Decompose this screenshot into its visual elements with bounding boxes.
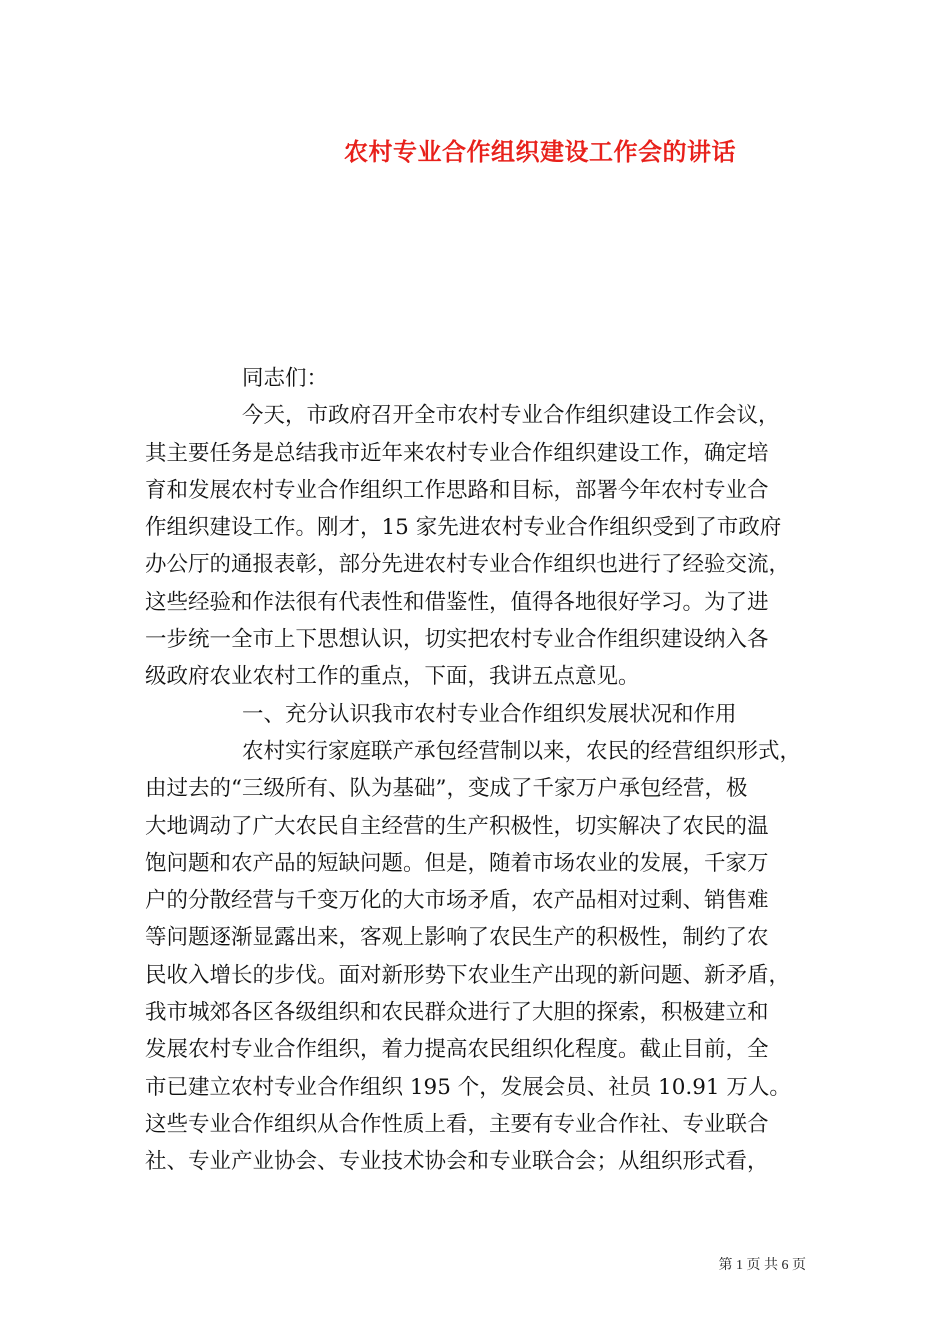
text-line: 作组织建设工作。刚才，15 家先进农村专业合作组织受到了市政府 bbox=[145, 515, 782, 541]
text-line: 级政府农业农村工作的重点，下面，我讲五点意见。 bbox=[145, 664, 640, 690]
text-line: 同志们： bbox=[242, 366, 329, 391]
text-line: 一、充分认识我市农村专业合作组织发展状况和作用 bbox=[242, 701, 737, 727]
text-line: 农村实行家庭联产承包经营制以来，农民的经营组织形式， bbox=[242, 738, 802, 764]
text-line: 其主要任务是总结我市近年来农村专业合作组织建设工作，确定培 bbox=[145, 440, 769, 466]
text-line: 等问题逐渐显露出来，客观上影响了农民生产的积极性，制约了农 bbox=[145, 925, 769, 951]
text-line: 这些经验和作法很有代表性和借鉴性，值得各地很好学习。为了进 bbox=[145, 589, 769, 615]
text-line: 民收入增长的步伐。面对新形势下农业生产出现的新问题、新矛盾， bbox=[145, 962, 791, 988]
text-line: 户的分散经营与千变万化的大市场矛盾，农产品相对过剩、销售难 bbox=[145, 888, 769, 914]
document-title: 农村专业合作组织建设工作会的讲话 bbox=[344, 137, 736, 166]
text-line: 办公厅的通报表彰，部分先进农村专业合作组织也进行了经验交流， bbox=[145, 552, 791, 578]
text-line: 一步统一全市上下思想认识，切实把农村专业合作组织建设纳入各 bbox=[145, 627, 769, 653]
text-line: 我市城郊各区各级组织和农民群众进行了大胆的探索，积极建立和 bbox=[145, 1000, 769, 1026]
text-line: 今天，市政府召开全市农村专业合作组织建设工作会议， bbox=[242, 403, 780, 429]
text-line: 大地调动了广大农民自主经营的生产积极性，切实解决了农民的温 bbox=[145, 813, 769, 839]
text-line: 这些专业合作组织从合作性质上看，主要有专业合作社、专业联合 bbox=[145, 1111, 769, 1137]
text-line: 市已建立农村专业合作组织 195 个，发展会员、社员 10.91 万人。 bbox=[145, 1074, 791, 1100]
text-line: 育和发展农村专业合作组织工作思路和目标，部署今年农村专业合 bbox=[145, 477, 769, 503]
page-footer: 第 1 页 共 6 页 bbox=[718, 1258, 806, 1273]
text-line: 由过去的“三级所有、队为基础”，变成了千家万户承包经营，极 bbox=[145, 776, 748, 802]
text-line: 饱问题和农产品的短缺问题。但是，随着市场农业的发展，千家万 bbox=[145, 850, 769, 876]
text-line: 发展农村专业合作组织，着力提高农民组织化程度。截止目前，全 bbox=[145, 1037, 769, 1063]
text-line: 社、专业产业协会、专业技术协会和专业联合会；从组织形式看， bbox=[145, 1149, 769, 1175]
document-body bbox=[145, 360, 807, 1181]
